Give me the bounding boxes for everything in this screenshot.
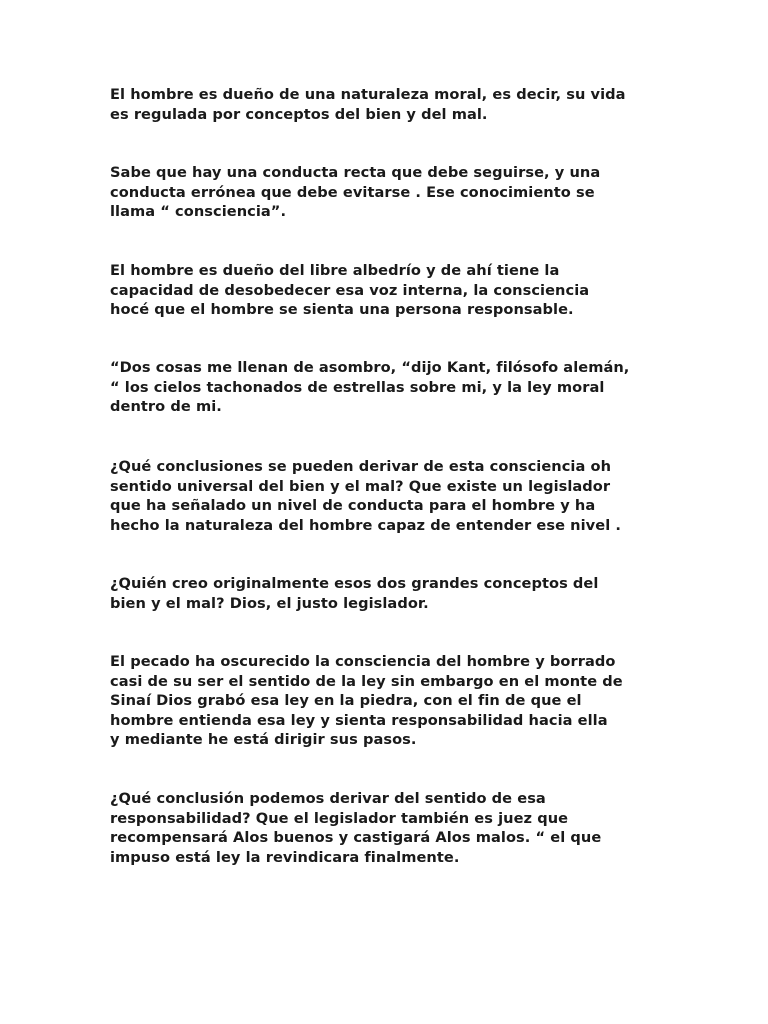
paragraph-conclusions-question: ¿Qué conclusiones se pueden derivar de esta consciencia oh sentido universal del bien y el mal? Que existe un legislador que ha señalado un nivel de conducta para el hombre y ha hecho la naturaleza del hombre capaz de entender ese nivel . bbox=[110, 458, 621, 534]
paragraph-sin-and-law: El pecado ha oscurecido la consciencia del hombre y borrado casi de su ser el sentido de la ley sin embargo en el monte de Sinaí Dios grabó esa ley en la piedra, con el fin de que el hombre entienda esa ley y sienta responsabilidad hacia ella y mediante he está dirigir sus pasos. bbox=[110, 653, 623, 749]
paragraph-free-will: El hombre es dueño del libre albedrío y de ahí tiene la capacidad de desobedecer esa voz interna, la consciencia hocé que el hombre se sienta una persona responsable. bbox=[110, 262, 590, 319]
paragraph-conscience-definition: Sabe que hay una conducta recta que debe seguirse, y una conducta errónea que debe evitarse . Ese conocimiento se llama “ consciencia”. bbox=[110, 164, 601, 221]
paragraph-moral-nature: El hombre es dueño de una naturaleza moral, es decir, su vida es regulada por conceptos del bien y del mal. bbox=[110, 86, 626, 123]
paragraph-who-created-question: ¿Quién creo originalmente esos dos grandes conceptos del bien y el mal? Dios, el justo legislador. bbox=[110, 575, 599, 612]
paragraph-kant-quote: “Dos cosas me llenan de asombro, “dijo Kant, filósofo alemán, “ los cielos tachonados de estrellas sobre mi, y la ley moral dentro de mi. bbox=[110, 359, 630, 416]
paragraph-responsibility-question: ¿Qué conclusión podemos derivar del sentido de esa responsabilidad? Que el legislador también es juez que recompensará Alos buenos y castigará Alos malos. “ el que impuso está ley la revindicara finalmente. bbox=[110, 790, 602, 866]
